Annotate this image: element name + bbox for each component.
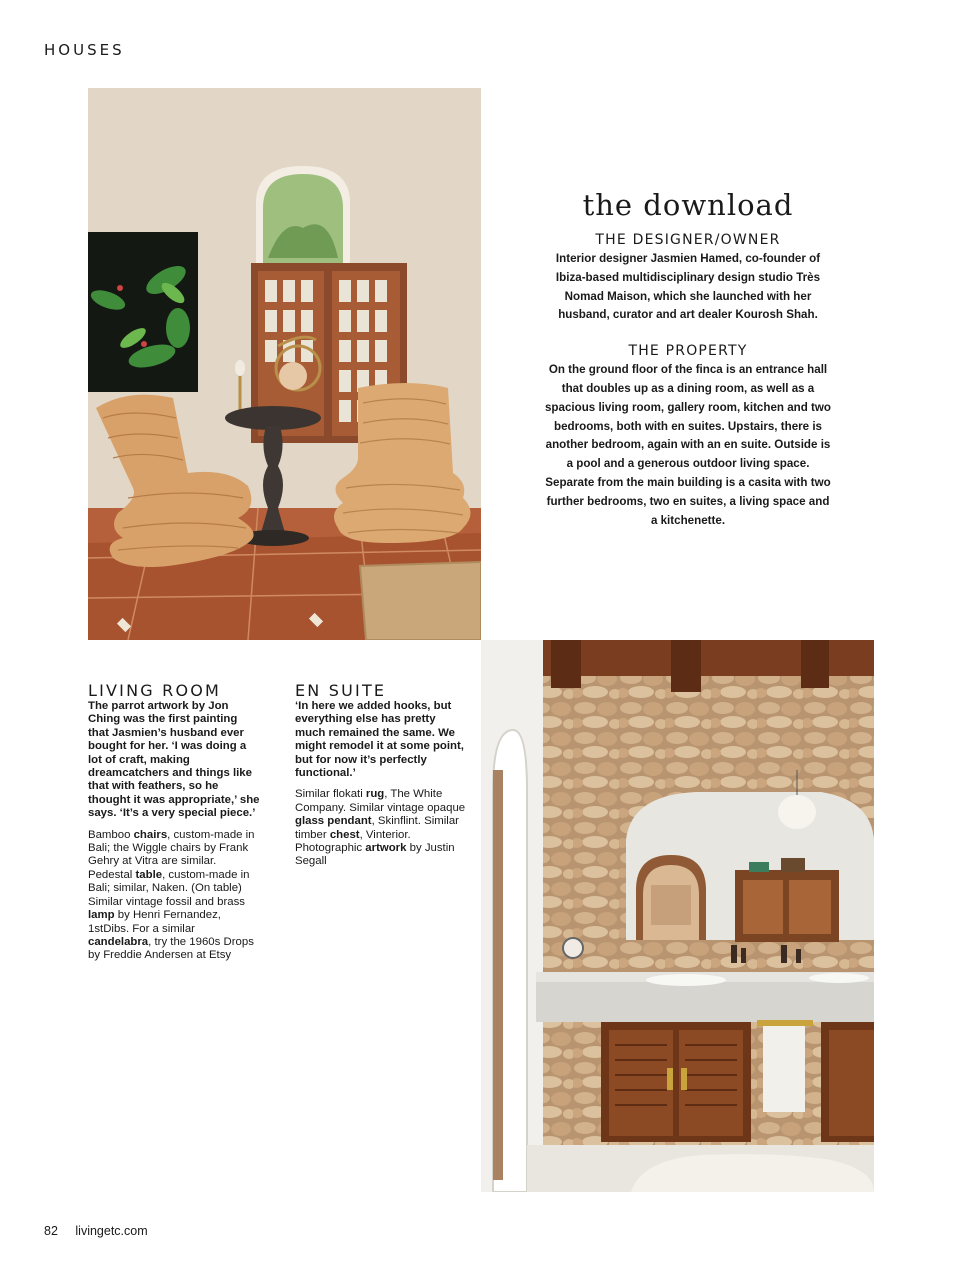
property-body: On the ground floor of the finca is an entrance hall that doubles up as a dining room, as well as a spacious living room, gallery room, kitchen and two bedrooms, both with en suites. Upstairs, there is another bedroom, again with an en suite. Outside is a pool and a generous outdoor living space. Separate from the main building is a casita with two further bedrooms, two en suites, a living space and a kitchenette. (544, 363, 832, 527)
credit-segment: candelabra (88, 935, 149, 948)
section-label: HOUSES (44, 41, 125, 59)
credit-segment: , Vinterior. Photographic (295, 828, 411, 855)
website: livingetc.com (75, 1224, 148, 1238)
living-room-photo (88, 88, 481, 640)
living-room-column (88, 682, 260, 963)
en-suite-credits (295, 788, 467, 868)
credit-segment: lamp (88, 909, 115, 922)
credit-segment: , custom-made in Bali; similar, Naken. (On table) Similar vintage fossil and brass (88, 868, 250, 908)
credit-segment: Similar flokati (295, 788, 366, 801)
credit-segment: by Henri Fernandez, 1stDibs. For a similar (88, 909, 221, 935)
en-suite-photo (481, 640, 874, 1192)
page-footer (44, 1224, 162, 1238)
designer-body: Interior designer Jasmien Hamed, co-founder of Ibiza-based multidisciplinary design studio Très Nomad Maison, which she launched with her husband, curator and art dealer Kourosh Shah. (555, 252, 821, 322)
credit-segment: by Justin Segall (295, 842, 455, 868)
en-suite-column (295, 682, 467, 869)
en-suite-heading: EN SUITE (295, 681, 387, 700)
credit-segment: rug (365, 788, 385, 801)
credit-segment: table (135, 868, 163, 881)
download-title: the download (582, 188, 794, 222)
credit-segment: , Skinflint. Similar timber (295, 815, 459, 841)
credit-segment: , custom-made in Bali; the Wiggle chairs by Frank Gehry at Vitra are similar. Pedestal (88, 828, 255, 881)
living-room-quote: The parrot artwork by Jon Ching was the first painting that Jasmien’s husband ever bought for her. ‘I was doing a lot of craft, making dreamcatchers and things like that with feathers, so he thought it was appropriate,’ she says. ‘It’s a very special piece.’ (88, 700, 260, 820)
en-suite-quote: ‘In here we added hooks, but everything else has pretty much remained the same. We might remodel it at some point, but for now it’s perfectly functional.’ (295, 700, 464, 780)
credit-segment: chairs (133, 828, 168, 841)
credit-segment: chest (329, 828, 360, 841)
the-download-panel (540, 188, 836, 548)
credit-segment: , try the 1960s Drops by Freddie Andersen at Etsy (88, 935, 254, 962)
property-heading: THE PROPERTY (628, 343, 748, 360)
credit-segment: artwork (365, 842, 407, 855)
living-room-credits (88, 829, 260, 963)
page-number: 82 (44, 1224, 58, 1238)
credit-segment: glass pendant (295, 815, 372, 828)
living-room-heading: LIVING ROOM (88, 681, 222, 700)
credit-segment: , The White Company. Similar vintage opaque (295, 788, 466, 814)
credit-segment: Bamboo (88, 828, 134, 841)
designer-heading: THE DESIGNER/OWNER (595, 232, 781, 248)
